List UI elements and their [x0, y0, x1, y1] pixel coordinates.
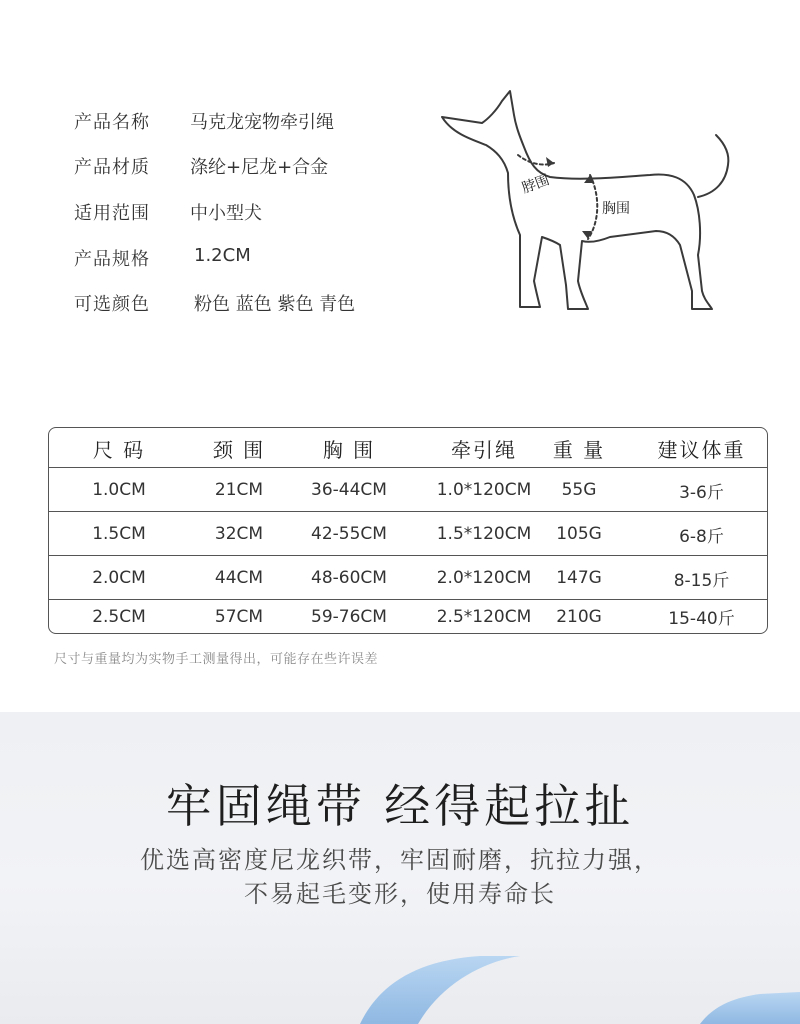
table-cell: 57CM — [214, 606, 264, 627]
table-cell: 1.5CM — [92, 524, 146, 544]
spec-label: 适用范围 — [74, 203, 150, 224]
table-cell: 210G — [556, 606, 602, 627]
table-cell: 59-76CM — [311, 606, 387, 627]
neck-label: 脖围 — [519, 172, 552, 197]
table-cell: 36-44CM — [311, 480, 387, 500]
size-table — [48, 427, 768, 634]
feature-banner — [0, 712, 800, 1024]
spec-value: 中小型犬 — [190, 203, 262, 224]
header-cell: 重 量 — [552, 437, 606, 462]
table-cell: 8-15斤 — [673, 570, 730, 591]
header-cell: 建议体重 — [657, 437, 746, 462]
feature-title: 牢固绳带 经得起拉扯 — [165, 779, 635, 833]
table-cell: 55G — [561, 480, 597, 500]
nylon-strap-image — [0, 952, 800, 1024]
table-cell: 2.5*120CM — [436, 606, 532, 627]
table-row — [49, 600, 767, 633]
header-cell: 颈 围 — [212, 437, 266, 462]
spec-value: 涤纶+尼龙+合金 — [190, 157, 329, 178]
table-cell: 1.0*120CM — [436, 480, 532, 500]
spec-label: 产品材质 — [74, 157, 150, 178]
spec-value: 马克龙宠物牵引绳 — [190, 112, 334, 133]
spec-value: 1.2CM — [194, 245, 251, 266]
header-cell: 尺 码 — [92, 437, 146, 462]
chest-label: 胸围 — [602, 201, 630, 217]
table-cell: 2.0CM — [92, 568, 146, 588]
table-cell: 6-8斤 — [679, 526, 724, 547]
table-cell: 2.0*120CM — [436, 568, 532, 588]
table-cell: 42-55CM — [311, 524, 387, 544]
spec-label: 可选颜色 — [74, 294, 150, 315]
table-row — [49, 512, 767, 556]
dog-measurement-illustration — [430, 85, 760, 325]
header-cell: 胸 围 — [322, 437, 376, 462]
feature-subtitle: 优选高密度尼龙织带，牢固耐磨，抗拉力强， — [140, 846, 660, 874]
table-cell: 3-6斤 — [679, 482, 724, 503]
table-cell: 15-40斤 — [668, 609, 735, 629]
cropped-heading — [300, 0, 500, 6]
spec-label: 产品名称 — [74, 112, 150, 133]
table-cell: 147G — [556, 568, 602, 588]
table-cell: 105G — [556, 524, 602, 544]
spec-value: 粉色 蓝色 紫色 青色 — [194, 294, 356, 315]
table-cell: 2.5CM — [92, 606, 146, 627]
measurement-note: 尺寸与重量均为实物手工测量得出，可能存在些许误差 — [54, 652, 379, 667]
table-row — [49, 468, 767, 512]
header-cell: 牵引绳 — [451, 437, 517, 462]
table-cell: 48-60CM — [311, 568, 387, 588]
table-cell: 44CM — [214, 568, 264, 588]
table-header — [49, 428, 767, 468]
table-cell: 1.0CM — [92, 480, 146, 500]
table-row — [49, 556, 767, 600]
table-cell: 21CM — [214, 480, 264, 500]
spec-label: 产品规格 — [74, 249, 150, 270]
feature-subtitle: 不易起毛变形，使用寿命长 — [244, 880, 556, 908]
table-cell: 32CM — [214, 524, 264, 544]
table-cell: 1.5*120CM — [436, 524, 532, 544]
